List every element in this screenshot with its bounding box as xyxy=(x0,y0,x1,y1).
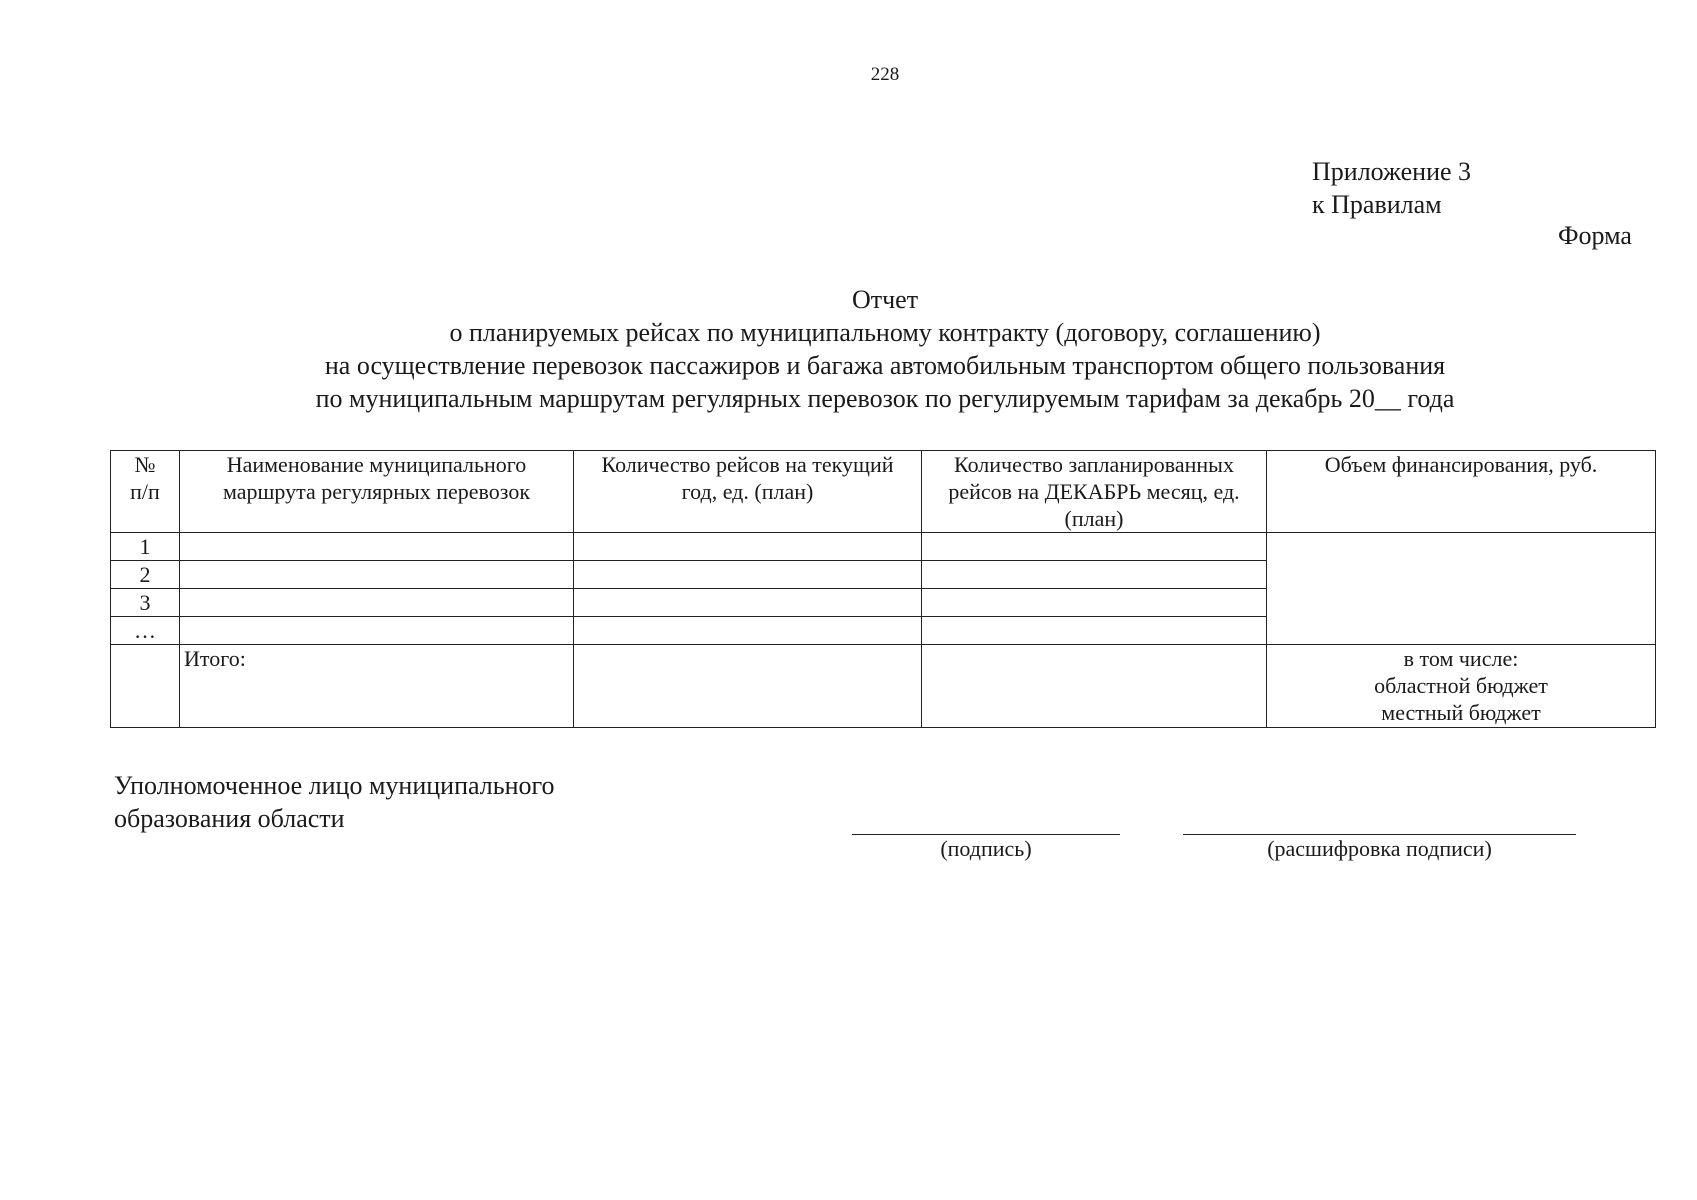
financing-note-regional: областной бюджет xyxy=(1374,673,1548,698)
total-december-trips-cell xyxy=(922,645,1267,728)
header-financing xyxy=(1267,451,1656,533)
header-number-line-1: № xyxy=(134,452,156,477)
header-december-trips xyxy=(922,451,1267,533)
financing-cell xyxy=(1267,533,1656,645)
route-name-cell xyxy=(180,617,574,645)
financing-note-local: местный бюджет xyxy=(1381,700,1541,725)
december-trips-cell xyxy=(922,617,1267,645)
title-line-2: о планируемых рейсах по муниципальному контракту (договору, соглашению) xyxy=(449,318,1321,347)
header-december-trips-line-3: (план) xyxy=(1064,506,1124,531)
header-number-line-2: п/п xyxy=(130,479,160,504)
table-header-row xyxy=(111,451,1656,533)
report-table xyxy=(110,450,1656,728)
yearly-trips-cell xyxy=(574,533,922,561)
yearly-trips-cell xyxy=(574,561,922,589)
december-trips-cell xyxy=(922,561,1267,589)
financing-breakdown xyxy=(1267,645,1656,728)
document-title xyxy=(0,283,1697,415)
header-yearly-trips xyxy=(574,451,922,533)
total-row xyxy=(111,645,1656,728)
header-route-name xyxy=(180,451,574,533)
row-number: … xyxy=(111,617,180,645)
signer-line-1: Уполномоченное лицо муниципального xyxy=(114,771,555,800)
header-route-name-line-1: Наименование муниципального xyxy=(226,452,527,477)
title-line-4: по муниципальным маршрутам регулярных перевозок по регулируемым тарифам за декабрь 20__ года xyxy=(315,384,1455,413)
header-financing-line-1: Объем финансирования, руб. xyxy=(1324,452,1598,477)
total-yearly-trips-cell xyxy=(574,645,922,728)
header-december-trips-line-1: Количество запланированных xyxy=(954,452,1234,477)
yearly-trips-cell xyxy=(574,589,922,617)
route-name-cell xyxy=(180,589,574,617)
row-number: 3 xyxy=(111,589,180,617)
appendix-reference xyxy=(1312,155,1471,221)
yearly-trips-cell xyxy=(574,617,922,645)
form-label: Форма xyxy=(1558,221,1632,250)
financing-note-including: в том числе: xyxy=(1403,646,1519,671)
header-yearly-trips-line-1: Количество рейсов на текущий xyxy=(601,452,894,477)
title-line-3: на осуществление перевозок пассажиров и багажа автомобильным транспортом общего пользования xyxy=(324,351,1446,380)
signature-decryption-line xyxy=(1183,834,1576,835)
route-name-cell xyxy=(180,533,574,561)
title-line-1: Отчет xyxy=(851,285,919,314)
route-name-cell xyxy=(180,561,574,589)
row-number: 1 xyxy=(111,533,180,561)
signature-line xyxy=(852,834,1120,835)
signature-label: (подпись) xyxy=(940,836,1032,861)
page-number: 228 xyxy=(870,64,900,85)
total-label: Итого: xyxy=(180,645,574,728)
appendix-line-2: к Правилам xyxy=(1312,190,1442,219)
row-number: 2 xyxy=(111,561,180,589)
december-trips-cell xyxy=(922,589,1267,617)
header-yearly-trips-line-2: год, ед. (план) xyxy=(681,479,814,504)
header-december-trips-line-2: рейсов на ДЕКАБРЬ месяц, ед. xyxy=(948,479,1240,504)
signer-line-2: образования области xyxy=(114,804,345,833)
header-number xyxy=(111,451,180,533)
table-row xyxy=(111,533,1656,561)
header-route-name-line-2: маршрута регулярных перевозок xyxy=(222,479,531,504)
authorized-person xyxy=(114,769,555,835)
total-number-cell xyxy=(111,645,180,728)
appendix-line-1: Приложение 3 xyxy=(1312,157,1472,186)
december-trips-cell xyxy=(922,533,1267,561)
signature-decryption-label: (расшифровка подписи) xyxy=(1267,836,1492,861)
